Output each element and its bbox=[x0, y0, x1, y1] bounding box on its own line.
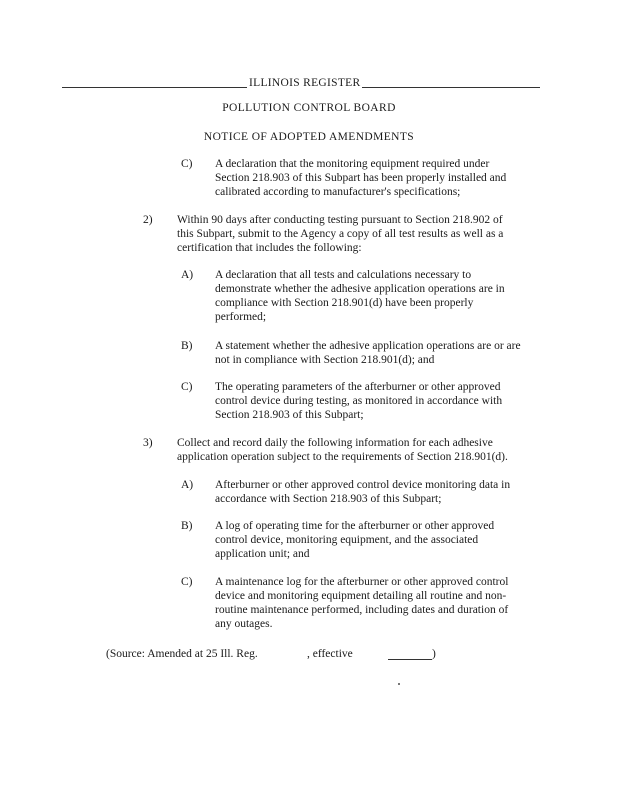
list-item bbox=[181, 380, 541, 428]
board-name: POLLUTION CONTROL BOARD bbox=[222, 102, 396, 114]
register-header bbox=[62, 76, 540, 88]
source-prefix: (Source: Amended at 25 Ill. Reg. bbox=[106, 648, 258, 660]
item-marker: A) bbox=[181, 479, 194, 491]
stray-mark bbox=[398, 683, 400, 685]
item-marker: 3) bbox=[143, 437, 153, 449]
source-suffix: ) bbox=[432, 648, 436, 660]
item-marker: B) bbox=[181, 520, 193, 532]
source-note bbox=[106, 647, 446, 663]
item-text: The operating parameters of the afterburner or other approved control device during testing, as monitored in accordance with Section 218.903 of this Subpart; bbox=[215, 381, 503, 421]
list-item bbox=[181, 157, 541, 205]
item-marker: A) bbox=[181, 269, 194, 281]
list-item bbox=[181, 519, 541, 567]
item-text: A statement whether the adhesive application operations are or are not in compliance with Section 218.901(d); and bbox=[215, 340, 521, 366]
list-item bbox=[181, 575, 541, 635]
item-marker: C) bbox=[181, 381, 193, 393]
item-text: A declaration that all tests and calculations necessary to demonstrate whether the adhesive application operations are in compliance with Section 218.901(d) have been properly performed; bbox=[215, 269, 505, 323]
item-marker: C) bbox=[181, 576, 193, 588]
item-text: Collect and record daily the following information for each adhesive application operation subject to the requirements of Section 218.901(d). bbox=[177, 437, 508, 463]
item-marker: B) bbox=[181, 340, 193, 352]
item-text: Within 90 days after conducting testing pursuant to Section 218.902 of this Subpart, submit to the Agency a copy of all test results as well as a certification that includes the following: bbox=[177, 214, 504, 254]
notice-title: NOTICE OF ADOPTED AMENDMENTS bbox=[203, 131, 415, 143]
item-marker: C) bbox=[181, 158, 193, 170]
item-text: Afterburner or other approved control device monitoring data in accordance with Section 218.903 of this Subpart; bbox=[215, 479, 511, 505]
item-text: A maintenance log for the afterburner or other approved control device and monitoring equipment detailing all routine and non- routine maintenance performed, including dates and duration of any outages. bbox=[215, 576, 509, 630]
list-item bbox=[143, 436, 543, 468]
list-item bbox=[143, 213, 543, 261]
item-text: A log of operating time for the afterburner or other approved control device, monitoring equipment, and the associated application unit; and bbox=[215, 520, 495, 560]
effective-date-blank bbox=[388, 659, 432, 660]
list-item bbox=[181, 268, 541, 328]
list-item bbox=[181, 339, 541, 371]
list-item bbox=[181, 478, 541, 510]
item-marker: 2) bbox=[143, 214, 153, 226]
item-text: A declaration that the monitoring equipment required under Section 218.903 of this Subpart has been properly installed and calibrated according to manufacturer's specifications; bbox=[215, 158, 507, 198]
source-effective: , effective bbox=[307, 648, 353, 660]
register-title: ILLINOIS REGISTER bbox=[249, 77, 361, 89]
